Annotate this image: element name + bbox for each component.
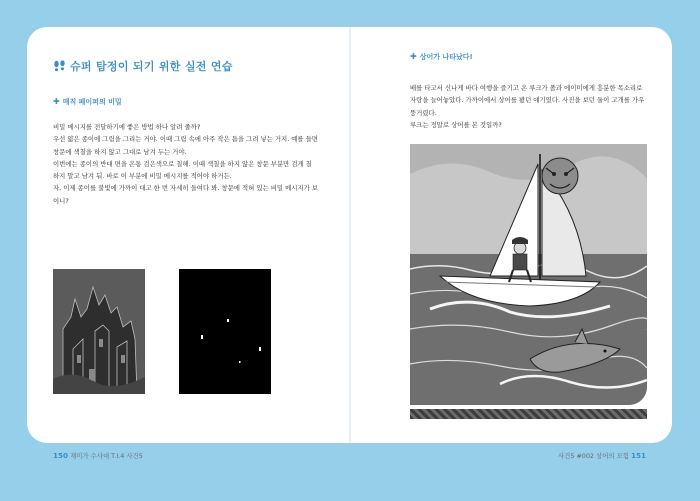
body-text <box>53 121 318 207</box>
footer-label: 재미가 수사대 T.I.4 사건5 <box>70 452 143 460</box>
body-text <box>410 82 650 131</box>
page-footer <box>53 451 143 460</box>
section-heading <box>53 97 122 107</box>
castle-illustration <box>53 269 145 394</box>
black-silhouette-image <box>179 269 271 394</box>
footprints-icon <box>53 60 66 72</box>
section-marker: ✚ <box>53 97 60 106</box>
paragraph: 비밀 메시지를 전달하기에 좋은 방법 하나 알려 줄까? <box>53 123 201 131</box>
paragraph: 이번에는 종이의 반대 면을 온통 검은색으로 칠해. 이때 색칠을 하지 않은 창문 부분만 검게 칠하지 말고 남겨 둬. 바로 이 부분에 비밀 메시지를 적어야 하거든. <box>53 159 312 181</box>
page-number: 151 <box>630 451 646 460</box>
section-marker: ✚ <box>410 52 417 61</box>
paragraph: 루크는 정말로 상어를 본 것일까? <box>410 120 502 129</box>
page-title <box>53 58 233 74</box>
decorative-strip <box>410 409 647 419</box>
section-title: 상어가 나타났다! <box>419 53 473 61</box>
page-footer <box>558 451 646 460</box>
left-page <box>27 27 349 460</box>
section-heading <box>410 52 473 62</box>
page-number: 150 <box>53 451 69 460</box>
section-title: 매직 페이퍼의 비밀 <box>62 98 122 106</box>
paragraph: 배를 타고서 신나게 바다 여행을 즐기고 온 루크가 폴과 에이미에게 흥분한 목소리로 자랑을 늘어놓았다. 가까이에서 상어를 봤던 얘기였다. 사진을 보던 둘이 고개를 가우뚱거렸다. <box>410 84 645 117</box>
right-page <box>351 27 672 460</box>
paragraph: 자, 이제 종이를 불빛에 가까이 대고 한 번 자세히 들여다 봐. 창문에 적혀 있는 비밀 메시지가 보이니? <box>53 184 318 205</box>
page-title-text: 슈퍼 탐정이 되기 위한 실전 연습 <box>70 60 233 73</box>
paragraph: 우선 얇은 종이에 그림을 그리는 거야. 이때 그림 속에 아주 작은 틈을 그려 넣는 거지. 예를 들면 창문에 색칠을 하지 않고 그대로 남겨 두는 거야. <box>53 135 318 156</box>
sailboat-shark-illustration <box>410 144 647 405</box>
footer-label: 사건5 #002 상어의 모험 <box>558 452 629 460</box>
